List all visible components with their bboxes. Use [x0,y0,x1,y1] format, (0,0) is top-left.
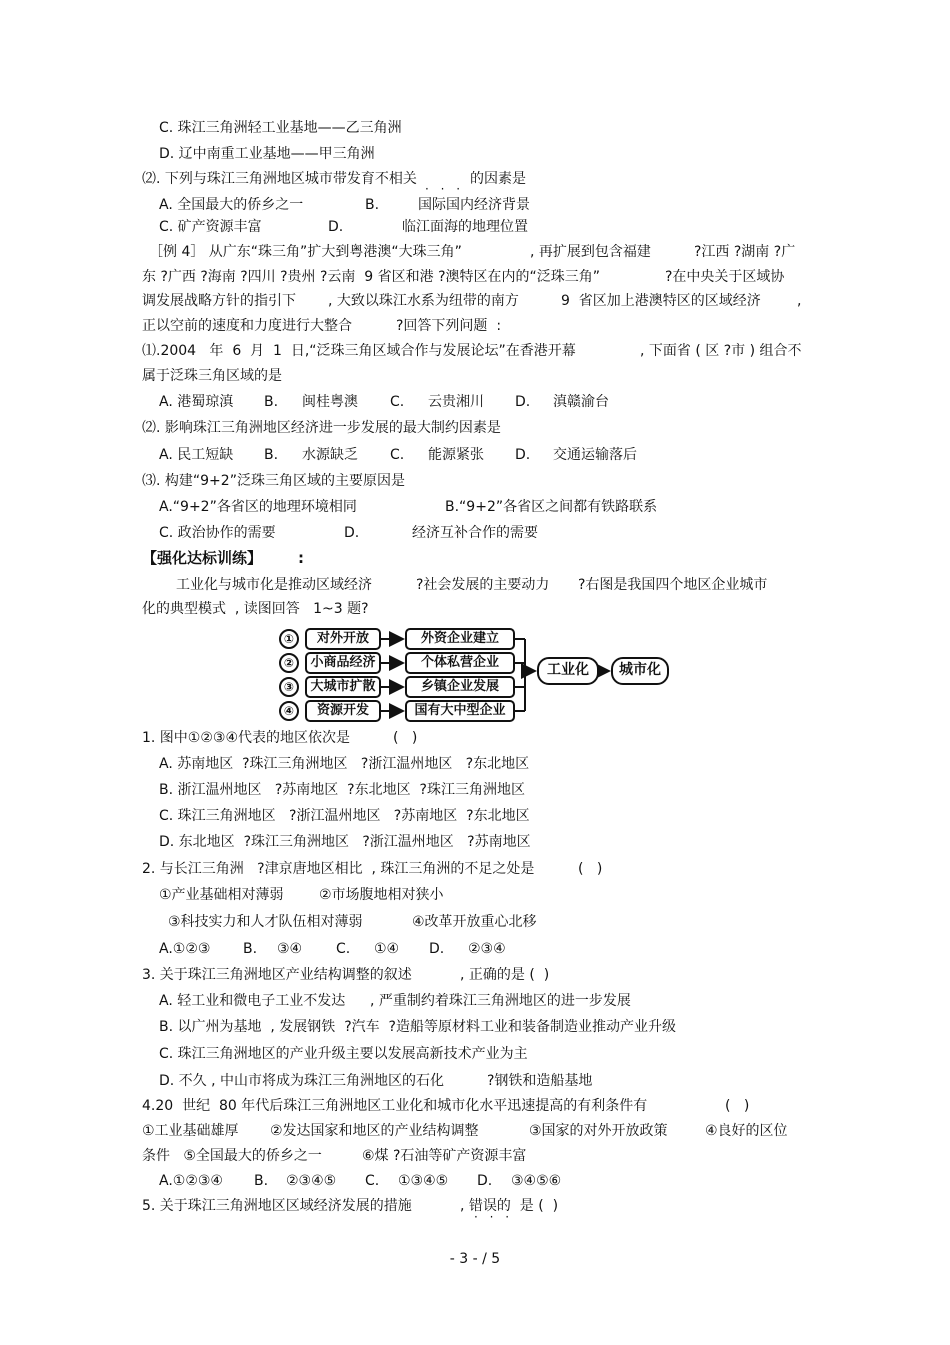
q1-option-a: A. 港蜀琼滇 [159,394,234,410]
ex2-option-c: ①④ [374,941,400,957]
ex2-item-2: ②市场腹地相对狭小 [319,887,444,903]
driver-box-2: 小商品经济 [305,652,381,674]
ex4-stem: 4.20 世纪 80 年代后珠江三角洲地区工业化和城市化水平迅速提高的有利条件有 [142,1098,648,1114]
example-4-line2a: 东 ?广西 ?海南 ?四川 ?贵州 ?云南 9 省区和港 ?澳特区在内的“泛珠三角” [142,269,601,285]
region-number-2: ② [279,653,299,673]
enterprise-box-3: 乡镇企业发展 [405,676,515,698]
q1-option-c-label: C. [390,394,405,410]
ex4-item-6: ⑥煤 ?石油等矿产资源丰富 [362,1148,527,1164]
ex3-option-a-tail: , 严重制约着珠江三角洲地区的进一步发展 [370,993,631,1009]
ex4-option-a: A.①②③④ [159,1173,223,1189]
ex5-stem-tail: , 错误的 是 ( ) [460,1198,559,1214]
option-b-text: 国际国内经济背景 [418,197,530,213]
q2-stem: ⑵. 影响珠江三角洲地区经济进一步发展的最大制约因素是 [142,420,501,436]
option-d-label: D. [328,219,344,235]
q1-option-d-label: D. [515,394,531,410]
example-4-line4a: 正以空前的速度和力度进行大整合 [142,318,352,334]
ex2-option-d-label: D. [429,941,445,957]
option-d-line: D. 辽中南重工业基地——甲三角洲 [159,146,375,162]
question-2-stem: ⑵. 下列与珠江三角洲地区城市带发育不相关 [142,171,417,187]
q2-option-c-label: C. [390,447,405,463]
option-c-line: C. 珠江三角洲轻工业基地——乙三角洲 [159,120,402,136]
section-title: 【强化达标训练】 [142,549,263,567]
ex4-option-d: ③④⑤⑥ [511,1173,562,1189]
ex2-item-4: ④改革开放重心北移 [412,914,537,930]
q3-option-a: A.“9+2”各省区的地理环境相同 [159,499,357,515]
ex4-option-d-label: D. [477,1173,493,1189]
driver-box-3: 大城市扩散 [305,676,381,698]
ex2-item-3: ③科技实力和人才队伍相对薄弱 [168,914,363,930]
ex4-bracket: ( ) [725,1098,750,1114]
section-title-colon: : [298,549,304,567]
example-4-line1b: , 再扩展到包含福建 [530,244,651,260]
ex5-stem: 5. 关于珠江三角洲地区区域经济发展的措施 [142,1198,412,1214]
ex2-option-b: ③④ [277,941,303,957]
region-number-3: ③ [279,677,299,697]
option-b-label: B. [365,197,380,213]
q3-option-b: B.“9+2”各省区之间都有铁路联系 [445,499,658,515]
ex1-option-c: C. 珠江三角洲地区 ?浙江温州地区 ?苏南地区 ?东北地区 [159,808,530,824]
ex3-stem: 3. 关于珠江三角洲地区产业结构调整的叙述 [142,967,412,983]
example-4-line3b: , 大致以珠江水系为纽带的南方 [328,293,519,309]
ex4-item-1: ①工业基础雄厚 [142,1123,239,1139]
industrialization-oval: 工业化 [537,657,599,685]
region-number-1: ① [279,629,299,649]
q1-option-c: 云贵湘川 [428,394,484,410]
driver-box-1: 对外开放 [305,628,381,650]
ex2-item-1: ①产业基础相对薄弱 [159,887,284,903]
q1-option-b: 闽桂粤澳 [302,394,358,410]
q1-line2: 属于泛珠三角区域的是 [142,368,282,384]
intro-line1a: 工业化与城市化是推动区域经济 [176,577,372,593]
example-4-line1c: ?江西 ?湖南 ?广 [694,244,796,260]
ex4-option-b: ②③④⑤ [286,1173,337,1189]
q3-option-c: C. 政治协作的需要 [159,525,276,541]
ex3-option-d: D. 不久 , 中山市将成为珠江三角洲地区的石化 [159,1073,445,1089]
q1-option-b-label: B. [264,394,279,410]
enterprise-box-2: 个体私营企业 [405,652,515,674]
intro-line2: 化的典型模式 , 读图回答 1~3 题? [142,601,369,617]
ex4-item-4: ④良好的区位 [705,1123,788,1139]
ex2-option-d: ②③④ [468,941,506,957]
ex3-option-a: A. 轻工业和微电子工业不发达 [159,993,346,1009]
q2-option-b: 水源缺乏 [302,447,358,463]
page-number: - 3 - / 5 [449,1251,501,1267]
example-4-line3a: 调发展战略方针的指引下 [142,293,296,309]
q2-option-c: 能源紧张 [428,447,484,463]
ex1-option-a: A. 苏南地区 ?珠江三角洲地区 ?浙江温州地区 ?东北地区 [159,756,530,772]
ex2-option-b-label: B. [243,941,258,957]
option-c: C. 矿产资源丰富 [159,219,262,235]
option-d-text: 临江面海的地理位置 [402,219,528,235]
q1-line1a: ⑴.2004 年 6 月 1 日,“泛珠三角区域合作与发展论坛”在香港开幕 [142,343,576,359]
ex4-option-b-label: B. [254,1173,269,1189]
enterprise-box-1: 外资企业建立 [405,628,515,650]
ex3-option-d-tail: ?钢铁和造船基地 [487,1073,593,1089]
ex1-stem: 1. 图中①②③④代表的地区依次是 [142,730,351,746]
intro-line1c: ?右图是我国四个地区企业城市 [578,577,768,593]
example-4-line3d: , [797,293,802,309]
ex3-stem-tail: , 正确的是 ( ) [460,967,550,983]
ex2-stem: 2. 与长江三角洲 ?津京唐地区相比 , 珠江三角洲的不足之处是 [142,861,535,877]
ex4-item-2: ②发达国家和地区的产业结构调整 [270,1123,479,1139]
driver-box-4: 资源开发 [305,700,381,722]
ex1-option-d: D. 东北地区 ?珠江三角洲地区 ?浙江温州地区 ?苏南地区 [159,834,531,850]
ex3-option-b: B. 以广州为基地 , 发展钢铁 ?汽车 ?造船等原材料工业和装备制造业推动产业升级 [159,1019,676,1035]
emphasis-dots: · · · [425,182,465,196]
emphasis-dots-2: · · · [474,1210,514,1224]
industrialization-diagram [277,625,669,725]
q1-line1b: , 下面省 ( 区 ?市 ) 组合不 [640,343,802,359]
ex1-bracket: ( ) [393,730,418,746]
q3-stem: ⑶. 构建“9+2”泛珠三角区域的主要原因是 [142,473,405,489]
intro-line1b: ?社会发展的主要动力 [416,577,550,593]
ex4-option-c: ①③④⑤ [398,1173,449,1189]
option-a: A. 全国最大的侨乡之一 [159,197,304,213]
q3-option-d-label: D. [344,525,360,541]
q1-option-d: 滇赣渝台 [553,394,609,410]
ex3-option-c: C. 珠江三角洲地区的产业升级主要以发展高新技术产业为主 [159,1046,528,1062]
example-4-line4b: ?回答下列问题 : [396,318,502,334]
ex1-option-b: B. 浙江温州地区 ?苏南地区 ?东北地区 ?珠江三角洲地区 [159,782,525,798]
ex2-option-a: A.①②③ [159,941,211,957]
q2-option-a: A. 民工短缺 [159,447,234,463]
ex4-item-4b-5: 条件 ⑤全国最大的侨乡之一 [142,1148,322,1164]
ex2-bracket: ( ) [578,861,603,877]
ex4-option-c-label: C. [365,1173,380,1189]
q3-option-d: 经济互补合作的需要 [412,525,538,541]
region-number-4: ④ [279,701,299,721]
question-2-stem-tail: 的因素是 [470,171,526,187]
q2-option-d-label: D. [515,447,531,463]
example-4-line1a: ［例 4］ 从广东“珠三角”扩大到粤港澳“大珠三角” [149,244,462,260]
ex4-item-3: ③国家的对外开放政策 [529,1123,668,1139]
q2-option-d: 交通运输落后 [553,447,637,463]
enterprise-box-4: 国有大中型企业 [405,700,515,722]
ex2-option-c-label: C. [336,941,351,957]
example-4-line2b: ?在中央关于区域协 [665,269,785,285]
q2-option-b-label: B. [264,447,279,463]
urbanization-oval: 城市化 [611,657,669,685]
example-4-line3c: 9 省区加上港澳特区的区域经济 [561,293,761,309]
